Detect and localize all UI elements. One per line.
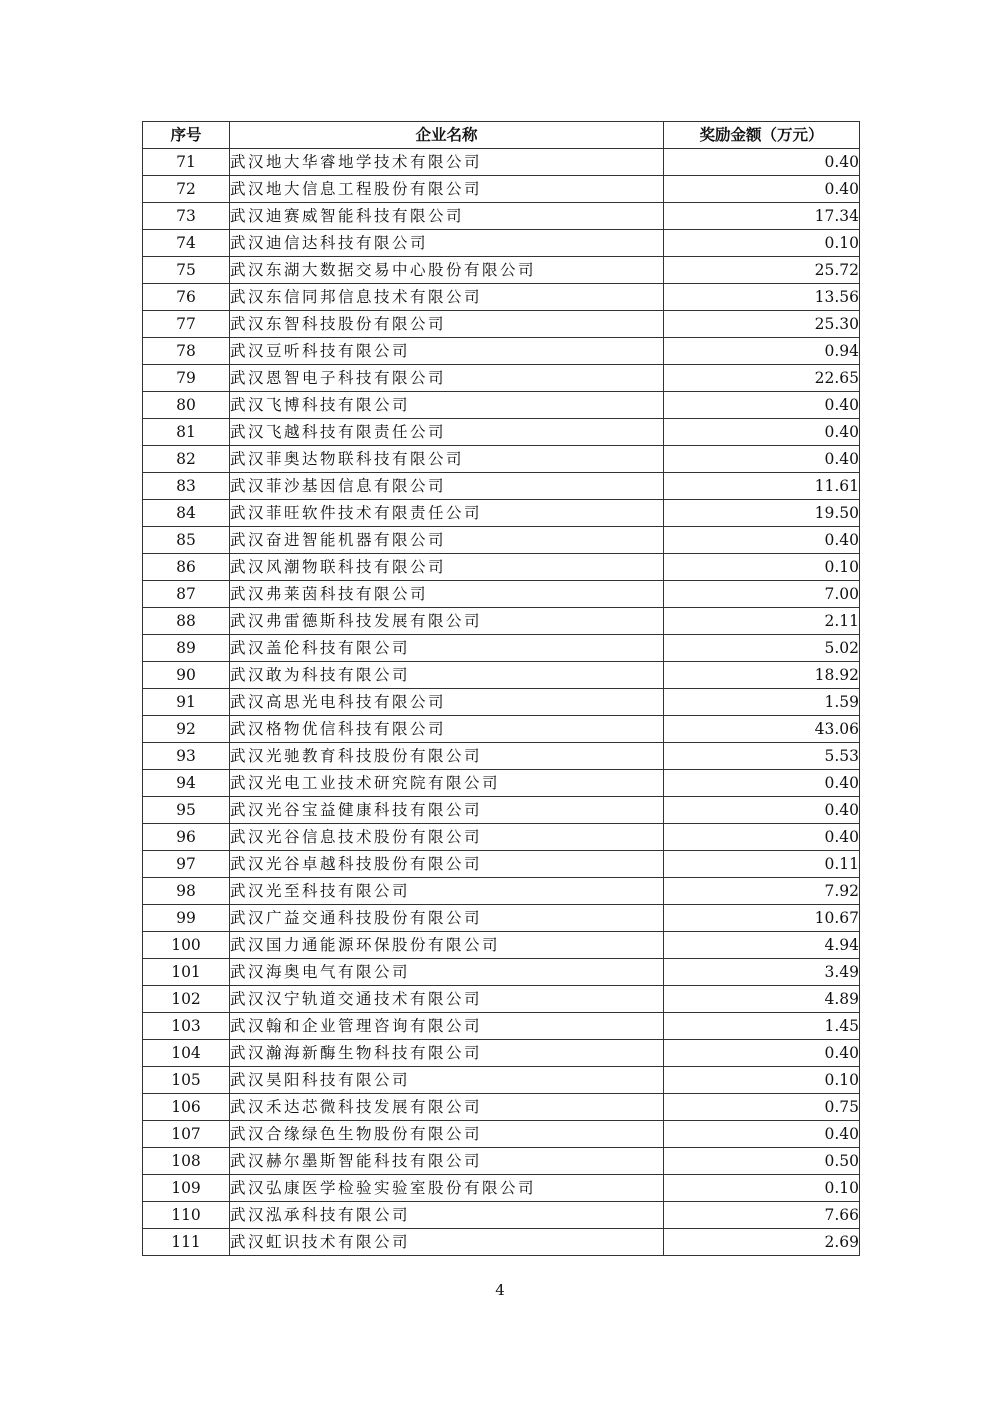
row-serial-number: 107 bbox=[143, 1121, 230, 1148]
row-serial-number: 108 bbox=[143, 1148, 230, 1175]
row-award-amount: 7.00 bbox=[664, 581, 860, 608]
table-row bbox=[143, 1148, 860, 1175]
row-award-amount: 0.40 bbox=[664, 176, 860, 203]
row-company-name: 武汉广益交通科技股份有限公司 bbox=[230, 905, 664, 932]
row-award-amount: 1.45 bbox=[664, 1013, 860, 1040]
row-serial-number: 97 bbox=[143, 851, 230, 878]
row-serial-number: 87 bbox=[143, 581, 230, 608]
row-company-name: 武汉光电工业技术研究院有限公司 bbox=[230, 770, 664, 797]
row-serial-number: 109 bbox=[143, 1175, 230, 1202]
row-award-amount: 0.10 bbox=[664, 1067, 860, 1094]
table-row bbox=[143, 230, 860, 257]
row-serial-number: 85 bbox=[143, 527, 230, 554]
row-company-name: 武汉光谷宝益健康科技有限公司 bbox=[230, 797, 664, 824]
row-company-name: 武汉风潮物联科技有限公司 bbox=[230, 554, 664, 581]
row-serial-number: 91 bbox=[143, 689, 230, 716]
row-award-amount: 0.40 bbox=[664, 392, 860, 419]
row-serial-number: 78 bbox=[143, 338, 230, 365]
row-serial-number: 98 bbox=[143, 878, 230, 905]
row-company-name: 武汉菲奥达物联科技有限公司 bbox=[230, 446, 664, 473]
row-company-name: 武汉虹识技术有限公司 bbox=[230, 1229, 664, 1256]
table-body bbox=[143, 149, 860, 1256]
table-row bbox=[143, 392, 860, 419]
row-serial-number: 82 bbox=[143, 446, 230, 473]
row-award-amount: 5.02 bbox=[664, 635, 860, 662]
row-company-name: 武汉汉宁轨道交通技术有限公司 bbox=[230, 986, 664, 1013]
row-award-amount: 0.10 bbox=[664, 230, 860, 257]
row-serial-number: 71 bbox=[143, 149, 230, 176]
row-award-amount: 5.53 bbox=[664, 743, 860, 770]
row-award-amount: 1.59 bbox=[664, 689, 860, 716]
table-row bbox=[143, 257, 860, 284]
row-serial-number: 110 bbox=[143, 1202, 230, 1229]
row-serial-number: 88 bbox=[143, 608, 230, 635]
row-award-amount: 0.40 bbox=[664, 1121, 860, 1148]
row-serial-number: 72 bbox=[143, 176, 230, 203]
row-company-name: 武汉盖伦科技有限公司 bbox=[230, 635, 664, 662]
row-serial-number: 95 bbox=[143, 797, 230, 824]
row-serial-number: 101 bbox=[143, 959, 230, 986]
row-company-name: 武汉菲沙基因信息有限公司 bbox=[230, 473, 664, 500]
table-row bbox=[143, 716, 860, 743]
row-company-name: 武汉昊阳科技有限公司 bbox=[230, 1067, 664, 1094]
row-company-name: 武汉地大信息工程股份有限公司 bbox=[230, 176, 664, 203]
row-company-name: 武汉光至科技有限公司 bbox=[230, 878, 664, 905]
row-company-name: 武汉地大华睿地学技术有限公司 bbox=[230, 149, 664, 176]
row-serial-number: 73 bbox=[143, 203, 230, 230]
row-company-name: 武汉弘康医学检验实验室股份有限公司 bbox=[230, 1175, 664, 1202]
row-company-name: 武汉菲旺软件技术有限责任公司 bbox=[230, 500, 664, 527]
row-company-name: 武汉合缘绿色生物股份有限公司 bbox=[230, 1121, 664, 1148]
row-serial-number: 105 bbox=[143, 1067, 230, 1094]
table-row bbox=[143, 1202, 860, 1229]
row-award-amount: 0.40 bbox=[664, 149, 860, 176]
row-serial-number: 89 bbox=[143, 635, 230, 662]
award-table bbox=[142, 121, 860, 1256]
row-company-name: 武汉海奥电气有限公司 bbox=[230, 959, 664, 986]
row-serial-number: 92 bbox=[143, 716, 230, 743]
row-award-amount: 0.40 bbox=[664, 770, 860, 797]
page-number: 4 bbox=[495, 1281, 505, 1299]
row-serial-number: 90 bbox=[143, 662, 230, 689]
row-company-name: 武汉迪信达科技有限公司 bbox=[230, 230, 664, 257]
row-company-name: 武汉东智科技股份有限公司 bbox=[230, 311, 664, 338]
table-row bbox=[143, 986, 860, 1013]
row-award-amount: 0.10 bbox=[664, 554, 860, 581]
row-serial-number: 111 bbox=[143, 1229, 230, 1256]
row-company-name: 武汉光驰教育科技股份有限公司 bbox=[230, 743, 664, 770]
row-serial-number: 84 bbox=[143, 500, 230, 527]
table-row bbox=[143, 203, 860, 230]
table-row bbox=[143, 284, 860, 311]
table-row bbox=[143, 473, 860, 500]
table-row bbox=[143, 797, 860, 824]
row-company-name: 武汉东信同邦信息技术有限公司 bbox=[230, 284, 664, 311]
row-serial-number: 99 bbox=[143, 905, 230, 932]
row-award-amount: 18.92 bbox=[664, 662, 860, 689]
row-company-name: 武汉禾达芯微科技发展有限公司 bbox=[230, 1094, 664, 1121]
row-award-amount: 4.89 bbox=[664, 986, 860, 1013]
row-award-amount: 2.11 bbox=[664, 608, 860, 635]
row-company-name: 武汉飞博科技有限公司 bbox=[230, 392, 664, 419]
row-serial-number: 106 bbox=[143, 1094, 230, 1121]
table-row bbox=[143, 662, 860, 689]
row-serial-number: 83 bbox=[143, 473, 230, 500]
row-award-amount: 17.34 bbox=[664, 203, 860, 230]
row-serial-number: 93 bbox=[143, 743, 230, 770]
table-row bbox=[143, 1094, 860, 1121]
table-row bbox=[143, 905, 860, 932]
row-serial-number: 104 bbox=[143, 1040, 230, 1067]
row-company-name: 武汉豆听科技有限公司 bbox=[230, 338, 664, 365]
row-company-name: 武汉国力通能源环保股份有限公司 bbox=[230, 932, 664, 959]
table-row bbox=[143, 527, 860, 554]
table-row bbox=[143, 311, 860, 338]
row-company-name: 武汉迪赛威智能科技有限公司 bbox=[230, 203, 664, 230]
row-serial-number: 96 bbox=[143, 824, 230, 851]
row-award-amount: 25.72 bbox=[664, 257, 860, 284]
table-row bbox=[143, 446, 860, 473]
table-row bbox=[143, 581, 860, 608]
table-row bbox=[143, 1121, 860, 1148]
table-row bbox=[143, 851, 860, 878]
table-row bbox=[143, 1229, 860, 1256]
row-company-name: 武汉飞越科技有限责任公司 bbox=[230, 419, 664, 446]
header-company-name: 企业名称 bbox=[230, 122, 664, 149]
table-row bbox=[143, 932, 860, 959]
row-award-amount: 0.10 bbox=[664, 1175, 860, 1202]
row-serial-number: 79 bbox=[143, 365, 230, 392]
row-award-amount: 10.67 bbox=[664, 905, 860, 932]
row-company-name: 武汉奋进智能机器有限公司 bbox=[230, 527, 664, 554]
row-serial-number: 76 bbox=[143, 284, 230, 311]
row-serial-number: 77 bbox=[143, 311, 230, 338]
row-award-amount: 7.66 bbox=[664, 1202, 860, 1229]
table-row bbox=[143, 338, 860, 365]
row-award-amount: 7.92 bbox=[664, 878, 860, 905]
row-award-amount: 0.40 bbox=[664, 419, 860, 446]
header-serial-number: 序号 bbox=[143, 122, 230, 149]
table-row bbox=[143, 689, 860, 716]
row-award-amount: 43.06 bbox=[664, 716, 860, 743]
row-award-amount: 3.49 bbox=[664, 959, 860, 986]
table-row bbox=[143, 770, 860, 797]
row-company-name: 武汉恩智电子科技有限公司 bbox=[230, 365, 664, 392]
row-company-name: 武汉高思光电科技有限公司 bbox=[230, 689, 664, 716]
table-row bbox=[143, 608, 860, 635]
row-serial-number: 75 bbox=[143, 257, 230, 284]
row-award-amount: 0.40 bbox=[664, 1040, 860, 1067]
row-serial-number: 102 bbox=[143, 986, 230, 1013]
row-serial-number: 100 bbox=[143, 932, 230, 959]
row-award-amount: 0.40 bbox=[664, 446, 860, 473]
table-row bbox=[143, 500, 860, 527]
row-serial-number: 103 bbox=[143, 1013, 230, 1040]
row-serial-number: 74 bbox=[143, 230, 230, 257]
header-award-amount: 奖励金额（万元） bbox=[664, 122, 860, 149]
row-company-name: 武汉瀚海新酶生物科技有限公司 bbox=[230, 1040, 664, 1067]
row-company-name: 武汉格物优信科技有限公司 bbox=[230, 716, 664, 743]
table-row bbox=[143, 176, 860, 203]
row-award-amount: 0.50 bbox=[664, 1148, 860, 1175]
row-award-amount: 0.40 bbox=[664, 797, 860, 824]
row-company-name: 武汉泓承科技有限公司 bbox=[230, 1202, 664, 1229]
table-row bbox=[143, 365, 860, 392]
row-serial-number: 94 bbox=[143, 770, 230, 797]
table-header-row bbox=[143, 122, 860, 149]
table-row bbox=[143, 1013, 860, 1040]
table-row bbox=[143, 1040, 860, 1067]
row-company-name: 武汉光谷卓越科技股份有限公司 bbox=[230, 851, 664, 878]
row-company-name: 武汉翰和企业管理咨询有限公司 bbox=[230, 1013, 664, 1040]
row-award-amount: 0.75 bbox=[664, 1094, 860, 1121]
row-award-amount: 13.56 bbox=[664, 284, 860, 311]
table-row bbox=[143, 149, 860, 176]
row-company-name: 武汉东湖大数据交易中心股份有限公司 bbox=[230, 257, 664, 284]
row-company-name: 武汉赫尔墨斯智能科技有限公司 bbox=[230, 1148, 664, 1175]
row-award-amount: 0.94 bbox=[664, 338, 860, 365]
table-row bbox=[143, 1175, 860, 1202]
row-serial-number: 80 bbox=[143, 392, 230, 419]
row-award-amount: 25.30 bbox=[664, 311, 860, 338]
row-company-name: 武汉弗雷德斯科技发展有限公司 bbox=[230, 608, 664, 635]
table-row bbox=[143, 1067, 860, 1094]
row-award-amount: 11.61 bbox=[664, 473, 860, 500]
table-row bbox=[143, 824, 860, 851]
row-award-amount: 0.40 bbox=[664, 527, 860, 554]
table-row bbox=[143, 635, 860, 662]
row-company-name: 武汉弗莱茵科技有限公司 bbox=[230, 581, 664, 608]
row-serial-number: 86 bbox=[143, 554, 230, 581]
table-row bbox=[143, 743, 860, 770]
row-serial-number: 81 bbox=[143, 419, 230, 446]
row-award-amount: 4.94 bbox=[664, 932, 860, 959]
table-row bbox=[143, 554, 860, 581]
table-row bbox=[143, 959, 860, 986]
row-award-amount: 2.69 bbox=[664, 1229, 860, 1256]
table-row bbox=[143, 419, 860, 446]
row-award-amount: 19.50 bbox=[664, 500, 860, 527]
row-award-amount: 0.40 bbox=[664, 824, 860, 851]
row-company-name: 武汉敢为科技有限公司 bbox=[230, 662, 664, 689]
row-award-amount: 0.11 bbox=[664, 851, 860, 878]
table-row bbox=[143, 878, 860, 905]
row-award-amount: 22.65 bbox=[664, 365, 860, 392]
row-company-name: 武汉光谷信息技术股份有限公司 bbox=[230, 824, 664, 851]
